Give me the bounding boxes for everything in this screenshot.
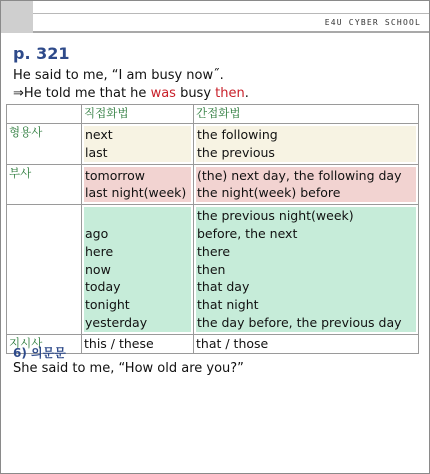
indirect-term: the day before, the previous day	[197, 314, 402, 330]
direct-term: ago	[85, 225, 109, 241]
header-top-rule	[33, 13, 429, 14]
row-category: 형용사	[7, 124, 82, 165]
indirect-term: that night	[197, 297, 259, 313]
direct-term: last	[85, 144, 108, 160]
question-example: She said to me, “How old are you?”	[13, 361, 244, 376]
table-row	[7, 334, 419, 353]
header-bar	[1, 1, 429, 33]
page-title: p. 321	[13, 44, 70, 63]
indirect-term: the previous	[197, 144, 275, 160]
indirect-text-2: busy	[175, 86, 216, 101]
highlight-then: then	[215, 86, 245, 101]
indirect-text-3: .	[244, 86, 249, 101]
indirect-term: before, the next	[197, 225, 298, 241]
direct-cell	[82, 205, 194, 335]
header-direct: 직접화법	[82, 105, 194, 124]
indirect-term: that day	[197, 279, 250, 295]
direct-term: today	[85, 279, 121, 295]
direct-term: tomorrow	[85, 167, 146, 183]
direct-cell	[82, 164, 194, 205]
indirect-term: that / those	[196, 335, 269, 351]
indirect-term: (the) next day, the following day	[197, 167, 402, 183]
indirect-cell	[194, 334, 419, 353]
indirect-term: then	[197, 261, 226, 277]
header-corner-block	[1, 1, 33, 33]
conversion-table	[6, 104, 419, 354]
table-row	[7, 124, 419, 165]
indirect-cell	[194, 205, 419, 335]
indirect-text-1: He told me that he	[23, 86, 151, 101]
section-heading: 6) 의문문	[13, 346, 66, 360]
direct-term: tonight	[85, 297, 130, 313]
indirect-term: the night(week) before	[197, 185, 341, 201]
header-indirect: 간접화법	[194, 105, 419, 124]
direct-term: now	[85, 261, 111, 277]
indirect-term: the following	[197, 127, 278, 142]
brand-label: E4U CYBER SCHOOL	[324, 18, 421, 27]
header-category	[7, 105, 82, 124]
indirect-term: there	[197, 243, 231, 259]
indirect-term: the previous night(week)	[197, 208, 354, 224]
arrow-icon: ⇒	[13, 86, 24, 101]
indirect-speech-example	[13, 86, 249, 101]
header-bottom-rule	[33, 31, 429, 33]
direct-term: this / these	[84, 335, 154, 351]
row-category: 부사	[7, 164, 82, 205]
direct-term: last night(week)	[85, 185, 187, 201]
table-header-row	[7, 105, 419, 124]
direct-term: next	[85, 127, 113, 142]
highlight-was: was	[150, 86, 176, 101]
direct-term	[85, 207, 191, 225]
direct-speech-example: He said to me, “I am busy now˝.	[13, 68, 224, 83]
direct-cell	[82, 334, 194, 353]
direct-cell	[82, 124, 194, 165]
table-row	[7, 164, 419, 205]
indirect-cell	[194, 124, 419, 165]
direct-term: here	[85, 243, 114, 259]
indirect-cell	[194, 164, 419, 205]
row-category	[7, 205, 82, 335]
direct-term: yesterday	[85, 314, 148, 330]
row-category: 지시사	[7, 334, 82, 353]
table-row	[7, 205, 419, 335]
